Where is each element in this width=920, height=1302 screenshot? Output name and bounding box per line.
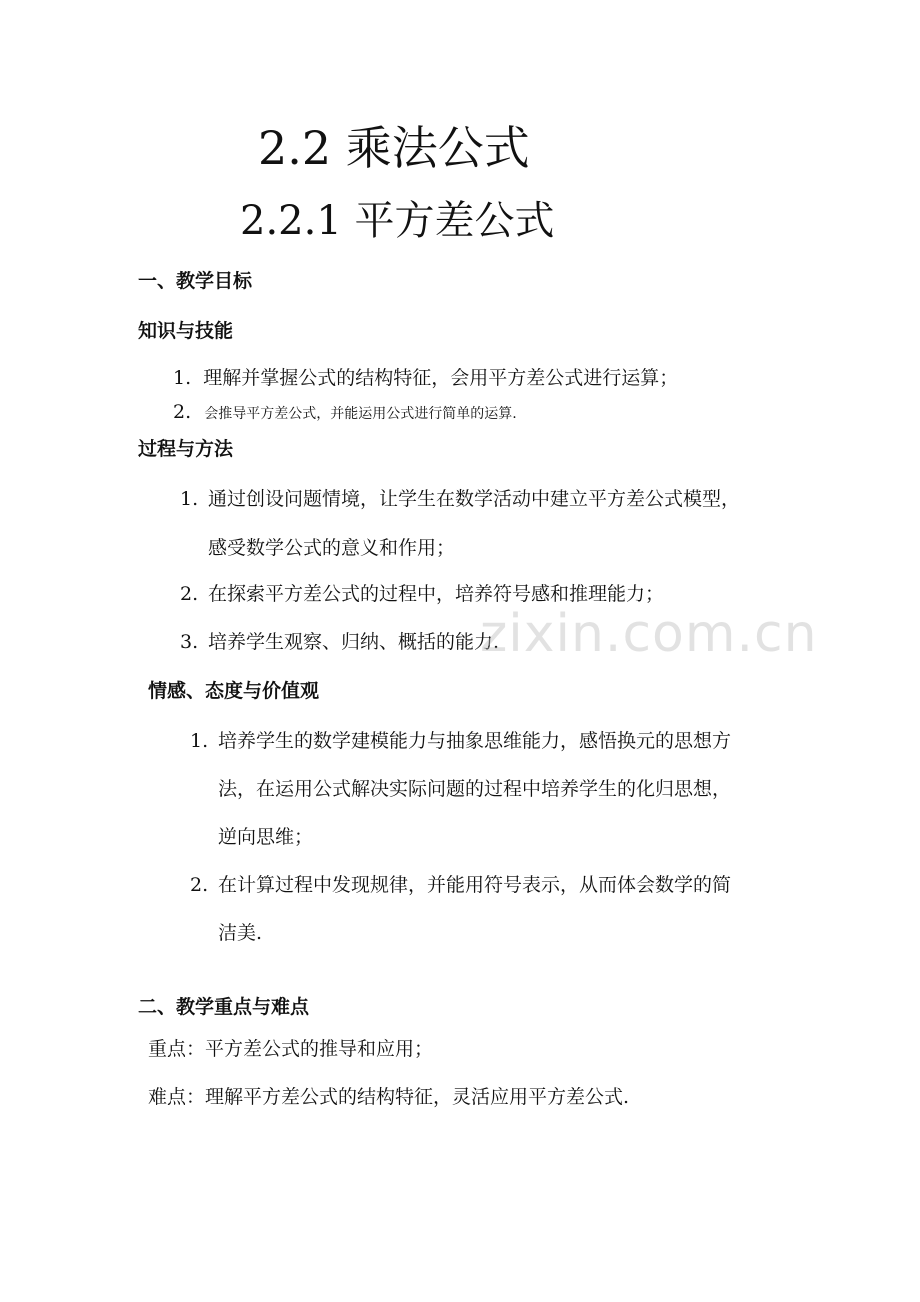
list-item bbox=[173, 399, 517, 425]
list-number: 1. bbox=[173, 367, 192, 389]
list-number: 3. bbox=[180, 631, 199, 653]
section-heading-objectives: 一、教学目标 bbox=[138, 270, 253, 292]
list-item-text: 培养学生的数学建模能力与抽象思维能力，感悟换元的思想方 bbox=[218, 730, 732, 752]
subheading-emotion-values: 情感、态度与价值观 bbox=[148, 680, 320, 702]
document-subtitle: 2.2.1 平方差公式 bbox=[240, 198, 555, 244]
list-number: 1. bbox=[190, 730, 209, 752]
list-item-text: 通过创设问题情境，让学生在数学活动中建立平方差公式模型， bbox=[208, 488, 741, 510]
list-item-text: 在计算过程中发现规律，并能用符号表示，从而体会数学的简 bbox=[218, 874, 732, 896]
list-item-text: 培养学生观察、归纳、概括的能力. bbox=[208, 631, 500, 653]
list-number: 2. bbox=[190, 874, 209, 896]
subheading-knowledge-skills: 知识与技能 bbox=[138, 320, 234, 342]
document-title: 2.2 乘法公式 bbox=[258, 121, 530, 175]
key-point: 重点：平方差公式的推导和应用； bbox=[148, 1038, 434, 1060]
list-number: 2. bbox=[180, 583, 199, 605]
subheading-process-methods: 过程与方法 bbox=[138, 438, 234, 460]
list-item-text: 法，在运用公式解决实际问题的过程中培养学生的化归思想， bbox=[218, 778, 732, 800]
watermark: zixin.com.cn bbox=[480, 604, 818, 664]
list-item-text: 感受数学公式的意义和作用； bbox=[208, 537, 456, 559]
difficult-point: 难点：理解平方差公式的结构特征，灵活应用平方差公式. bbox=[148, 1086, 630, 1108]
list-item bbox=[173, 365, 678, 391]
list-item-text: 逆向思维； bbox=[218, 826, 314, 848]
list-item-text: 在探索平方差公式的过程中，培养符号感和推理能力； bbox=[208, 583, 665, 605]
list-number: 1. bbox=[180, 488, 199, 510]
list-number: 2. bbox=[173, 401, 192, 423]
list-item-text: 会推导平方差公式，并能运用公式进行简单的运算. bbox=[204, 406, 517, 422]
list-item-text: 理解并掌握公式的结构特征，会用平方差公式进行运算； bbox=[203, 367, 679, 389]
section-heading-key-difficult: 二、教学重点与难点 bbox=[138, 996, 310, 1018]
list-item-text: 洁美. bbox=[218, 922, 263, 944]
